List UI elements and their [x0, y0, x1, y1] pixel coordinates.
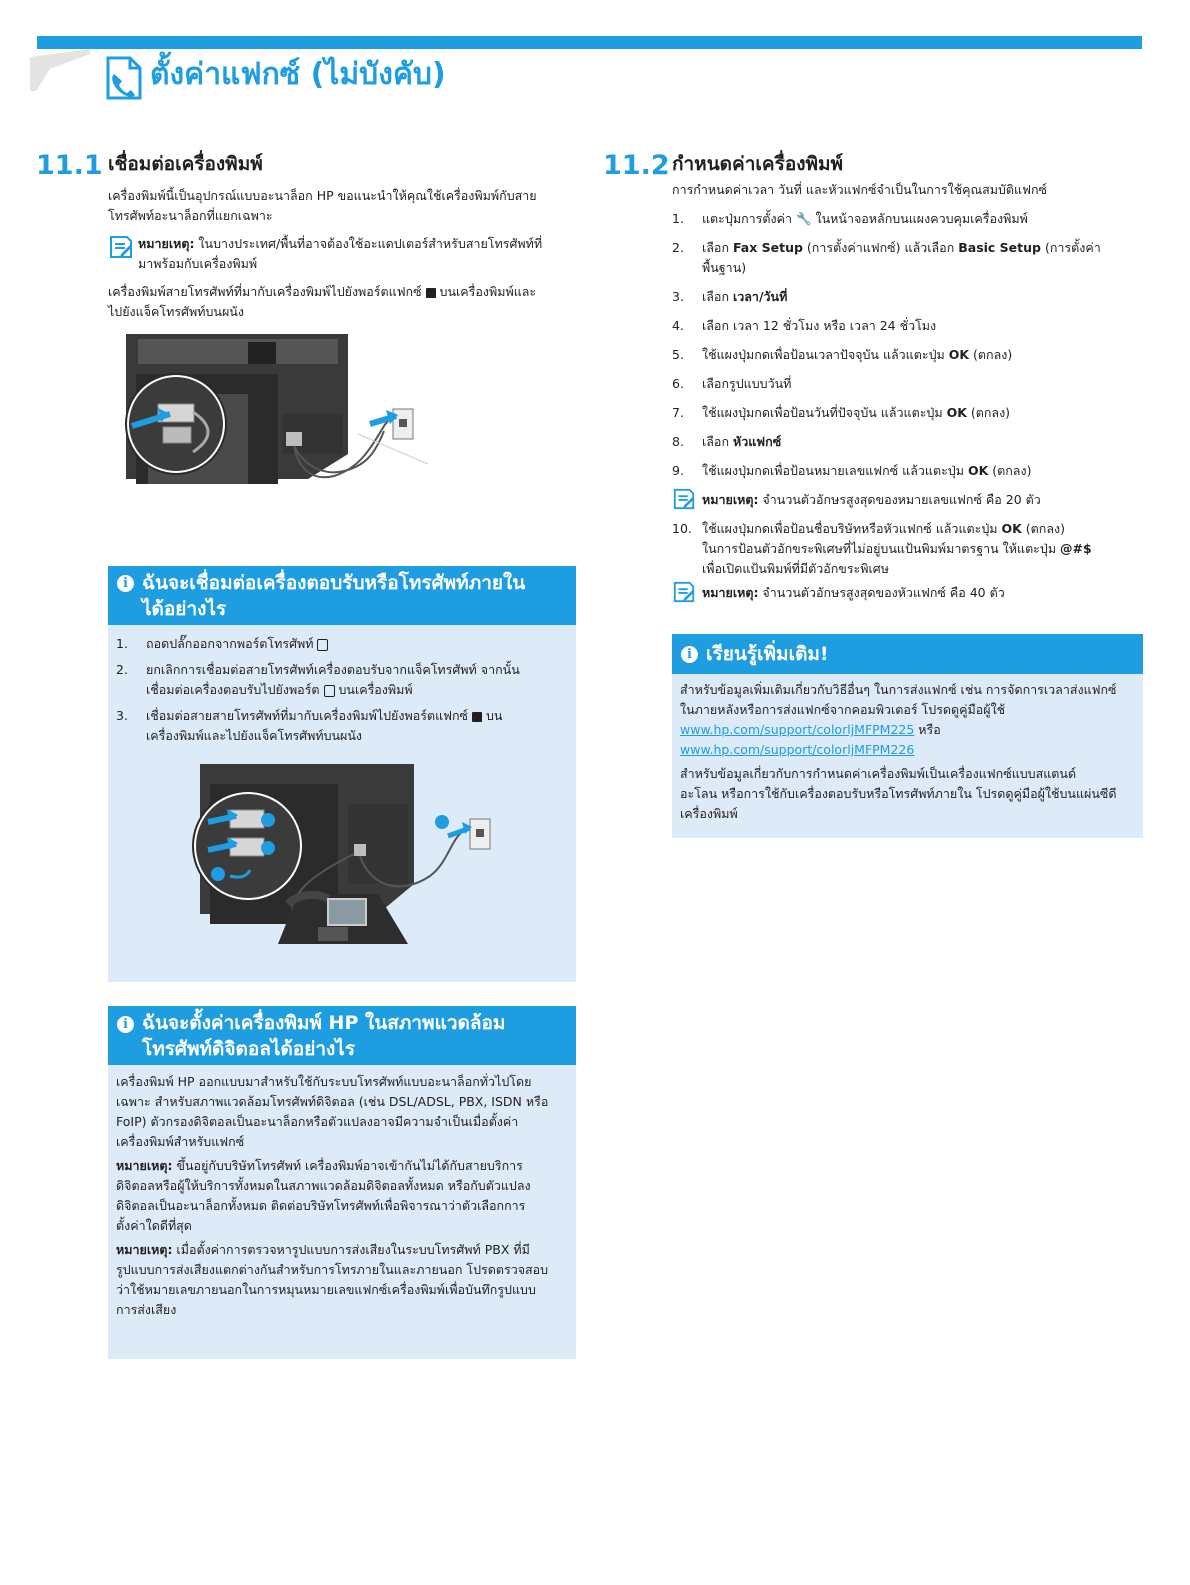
list-item: 6. เลือกรูปแบบวันที่ [672, 376, 792, 391]
config-steps [672, 209, 1142, 612]
phone-port-icon [317, 639, 328, 651]
list-item: 7. ใช้แผงปุ่มกดเพื่อป้อนวันที่ปัจจุบัน แล้วแตะปุ่ม OK (ตกลง) [672, 405, 1011, 420]
box-title: ฉันจะเชื่อมต่อเครื่องตอบรับหรือโทรศัพท์ภายใน ได้อย่างไร [142, 572, 526, 620]
section-intro: การกำหนดค่าเวลา วันที่ และหัวแฟกซ์จำเป็นในการใช้คุณสมบัติแฟกซ์ [672, 182, 1048, 197]
info-icon: i [681, 646, 698, 663]
box-title: เรียนรู้เพิ่มเติม! [706, 643, 829, 665]
list-item: 1. แตะปุ่มการตั้งค่า 🔧 ในหน้าจอหลักบนแผงควบคุมเครื่องพิมพ์ [672, 211, 1028, 226]
list-item: 3. เชื่อมต่อสายสายโทรศัพท์ที่มากับเครื่องพิมพ์ไปยังพอร์ตแฟกซ์ บน เครื่องพิมพ์และไปยังแจ็คโทรศัพท์บนผนัง [116, 708, 503, 743]
support-link-m225[interactable]: www.hp.com/support/colorljMFPM225 [680, 722, 915, 737]
page-title: ตั้งค่าแฟกซ์ (ไม่บังคับ) [150, 57, 446, 92]
header-accent-bar [37, 36, 1142, 49]
box-header [108, 566, 576, 625]
connect-instruction: เครื่องพิมพ์สายโทรศัพท์ที่มากับเครื่องพิมพ์ไปยังพอร์ตแฟกซ์ บนเครื่องพิมพ์และ ไปยังแจ็คโทรศัพท์บนผนัง [108, 284, 537, 319]
fax-port-icon [426, 288, 436, 298]
info-icon: i [117, 575, 134, 592]
list-item: 2. ยกเลิกการเชื่อมต่อสายโทรศัพท์เครื่องตอบรับจากแจ็คโทรศัพท์ จากนั้น เชื่อมต่อเครื่องตอบรับไปยังพอร์ต บนเครื่องพิมพ์ [116, 662, 520, 697]
note-icon [672, 487, 696, 511]
section-title: เชื่อมต่อเครื่องพิมพ์ [108, 153, 263, 175]
section-intro: เครื่องพิมพ์นี้เป็นอุปกรณ์แบบอะนาล็อก HP ขอแนะนำให้คุณใช้เครื่องพิมพ์กับสาย โทรศัพท์อะนาล็อกที่แยกเฉพาะ [108, 188, 537, 223]
phone-port-icon [324, 685, 335, 697]
list-item: 3. เลือก เวลา/วันที่ [672, 289, 788, 304]
learn-more-standalone-text: สำหรับข้อมูลเกี่ยวกับการกำหนดค่าเครื่องพิมพ์เป็นเครื่องแฟกซ์แบบสแตนด์ อะโลน หรือการใช้กับเครื่องตอบรับหรือโทรศัพท์ภายใน โปรดดูคู่มือผู้ใช้บนแผ่นซีดี เครื่องพิมพ์ [680, 766, 1117, 821]
wrench-icon: 🔧 [795, 211, 812, 226]
learn-more-text: สำหรับข้อมูลเพิ่มเติมเกี่ยวกับวิธีอื่นๆ ในการส่งแฟกซ์ เช่น การจัดการเวลาส่งแฟกซ์ ในภายหลังหรือการส่งแฟกซ์จากคอมพิวเตอร์ โปรดดูคู่มือผู้ใช้ www.hp.com/support/colorljMFPM225 หรือ www.hp.com/support/colorljMFPM226 [680, 682, 1117, 757]
note-text: หมายเหตุ: ในบางประเทศ/พื้นที่อาจต้องใช้อะแดปเตอร์สำหรับสายโทรศัพท์ที่ มาพร้อมกับเครื่องพิมพ์ [138, 236, 543, 271]
list-item: 2. เลือก Fax Setup (การตั้งค่าแฟกซ์) แล้วเลือก Basic Setup (การตั้งค่า พื้นฐาน) [672, 240, 1101, 275]
list-item: 10. ใช้แผงปุ่มกดเพื่อป้อนชื่อบริษัทหรือหัวแฟกซ์ แล้วแตะปุ่ม OK (ตกลง) ในการป้อนตัวอักขระพิเศษที่ไม่อยู่บนแป้นพิมพ์มาตรฐาน ให้แตะปุ่ม @#$ เพื่อเปิดแป้นพิมพ์ที่มีตัวอักขระพิเศษ [672, 521, 1092, 576]
fax-port-icon [472, 712, 482, 722]
chapter-tab-shape [30, 49, 90, 91]
section-number: 11.2 [603, 150, 670, 181]
list-item: 4. เลือก เวลา 12 ชั่วโมง หรือ เวลา 24 ชั่วโมง [672, 318, 937, 333]
section-number: 11.1 [36, 150, 103, 181]
info-icon: i [117, 1016, 134, 1033]
printer-connection-illustration [108, 334, 428, 494]
list-item: 5. ใช้แผงปุ่มกดเพื่อป้อนเวลาปัจจุบัน แล้วแตะปุ่ม OK (ตกลง) [672, 347, 1013, 362]
learn-more-box [672, 634, 1143, 838]
note-icon [108, 234, 134, 260]
digital-phone-help-box [108, 1006, 576, 1359]
note-row: หมายเหตุ: จำนวนตัวอักษรสูงสุดของหัวแฟกซ์ คือ 40 ตัว [672, 583, 1142, 612]
list-item: 1. ถอดปลั๊กออกจากพอร์ตโทรศัพท์ [116, 634, 566, 654]
box-title: ฉันจะตั้งค่าเครื่องพิมพ์ HP ในสภาพแวดล้อม โทรศัพท์ดิจิตอลได้อย่างไร [142, 1012, 506, 1060]
fax-phone-icon [100, 52, 146, 102]
support-link-m226[interactable]: www.hp.com/support/colorljMFPM226 [680, 742, 915, 757]
digital-intro: เครื่องพิมพ์ HP ออกแบบมาสำหรับใช้กับระบบโทรศัพท์แบบอะนาล็อกทั่วไปโดย เฉพาะ สำหรับสภาพแวดล้อมโทรศัพท์ดิจิตอล (เช่น DSL/ADSL, PBX, ISDN หรือ FoIP) ตัวกรองดิจิตอลเป็นอะนาล็อกหรือตัวแปลงอาจมีความจำเป็นเมื่อตั้งค่า เครื่องพิมพ์สำหรับแฟกซ์ [116, 1074, 549, 1149]
list-item: 8. เลือก หัวแฟกซ์ [672, 434, 782, 449]
note-row: หมายเหตุ: จำนวนตัวอักษรสูงสุดของหมายเลขแฟกซ์ คือ 20 ตัว [672, 490, 1142, 519]
section-title: กำหนดค่าเครื่องพิมพ์ [672, 153, 844, 175]
answering-steps [116, 634, 566, 746]
digital-note-2: หมายเหตุ: เมื่อตั้งค่าการตรวจหารูปแบบการส่งเสียงในระบบโทรศัพท์ PBX ที่มี รูปแบบการส่งเสียงแตกต่างกันสำหรับการโทรภายในและภายนอก โปรดตรวจสอบ ว่าใช้หมายเลขภายนอกในการหมุนหมายเลขแฟกซ์เครื่องพิมพ์เพื่อบันทึกรูปแบบ การส่งเสียง [116, 1242, 549, 1317]
box-header [672, 634, 1143, 674]
digital-note-1: หมายเหตุ: ขึ้นอยู่กับบริษัทโทรศัพท์ เครื่องพิมพ์อาจเข้ากันไม่ได้กับสายบริการ ดิจิตอลหรือผู้ให้บริการทั้งหมดในสภาพแวดล้อมดิจิตอลทั้งหมด หรือกับตัวแปลง ดิจิตอลเป็นอะนาล็อกทั้งหมด ติดต่อบริษัทโทรศัพท์เพื่อพิจารณาว่าตัวเลือกการ ตั้งค่าใดดีที่สุด [116, 1158, 531, 1233]
answering-machine-help-box [108, 566, 576, 982]
list-item: 9. ใช้แผงปุ่มกดเพื่อป้อนหมายเลขแฟกซ์ แล้วแตะปุ่ม OK (ตกลง) [672, 463, 1032, 478]
answering-machine-connection-illustration [178, 764, 498, 944]
box-header [108, 1006, 576, 1065]
note-icon [672, 580, 696, 604]
